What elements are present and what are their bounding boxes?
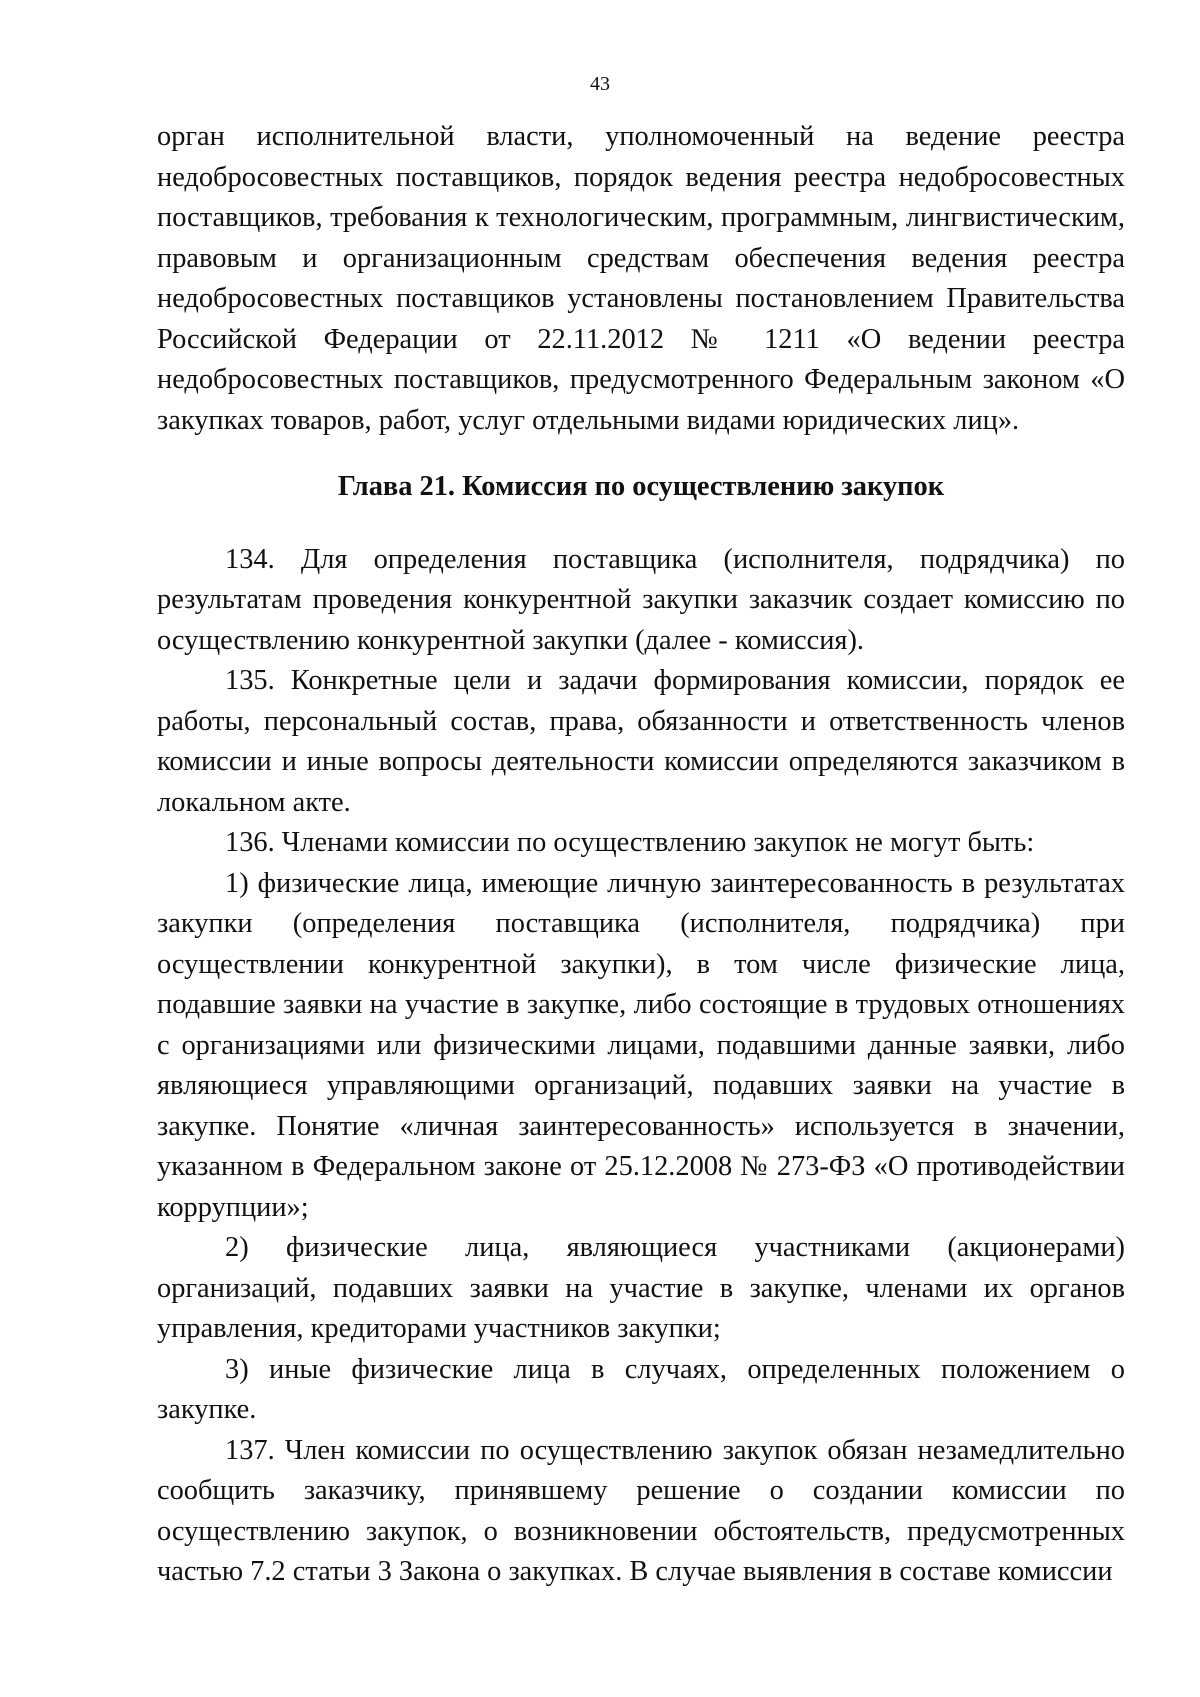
list-item-1: 1) физические лица, имеющие личную заинтересованность в результатах закупки (определения поставщика (исполнителя, подрядчика) при осуществлении конкурентной закупки), в том числе физические лица, подавшие заявки на участие в закупке, либо состоящие в трудовых отношениях с организациями или физическими лицами, подавшими данные заявки, либо являющиеся управляющими организаций, подавших заявки на участие в закупке. Понятие «личная заинтересованность» используется в значении, указанном в Федеральном законе от 25.12.2008 № 273-ФЗ «О противодействии коррупции»; — [157, 867, 1125, 1223]
paragraph-134: 134. Для определения поставщика (исполнителя, подрядчика) по результатам проведения конкурентной закупки заказчик создает комиссию по осуществлению конкурентной закупки (далее - комиссия). — [157, 543, 1125, 656]
spacer — [157, 441, 1125, 467]
spacer — [157, 508, 1125, 540]
paragraph-137: 137. Член комиссии по осуществлению закупок обязан незамедлительно сообщить заказчику, принявшему решение о создании комиссии по осуществлению закупок, о возникновении обстоятельств, предусмотренных частью 7.2 статьи 3 Закона о закупках. В случае выявления в составе комиссии — [157, 1434, 1125, 1587]
paragraph-136: 136. Членами комиссии по осуществлению закупок не могут быть: — [225, 827, 1035, 858]
page-number: 43 — [590, 73, 610, 95]
document-body — [157, 117, 1125, 1593]
list-item-3: 3) иные физические лица в случаях, определенных положением о закупке. — [157, 1353, 1125, 1425]
paragraph-continued: орган исполнительной власти, уполномоченный на ведение реестра недобросовестных поставщиков, порядок ведения реестра недобросовестных поставщиков, требования к технологическим, программным, лингвистическим, правовым и организационным средствам обеспечения ведения реестра недобросовестных поставщиков установлены постановлением Правительства Российской Федерации от 22.11.2012 № 1211 «О ведении реестра недобросовестных поставщиков, предусмотренного Федеральным законом «О закупках товаров, работ, услуг отдельными видами юридических лиц». — [157, 121, 1125, 436]
list-item-2: 2) физические лица, являющиеся участниками (акционерами) организаций, подавших заявки на участие в закупке, членами их органов управления, кредиторами участников закупки; — [157, 1232, 1125, 1344]
chapter-heading: Глава 21. Комиссия по осуществлению закупок — [337, 471, 945, 502]
paragraph-135: 135. Конкретные цели и задачи формирования комиссии, порядок ее работы, персональный состав, права, обязанности и ответственность членов комиссии и иные вопросы деятельности комиссии определяются заказчиком в локальном акте. — [157, 665, 1125, 818]
